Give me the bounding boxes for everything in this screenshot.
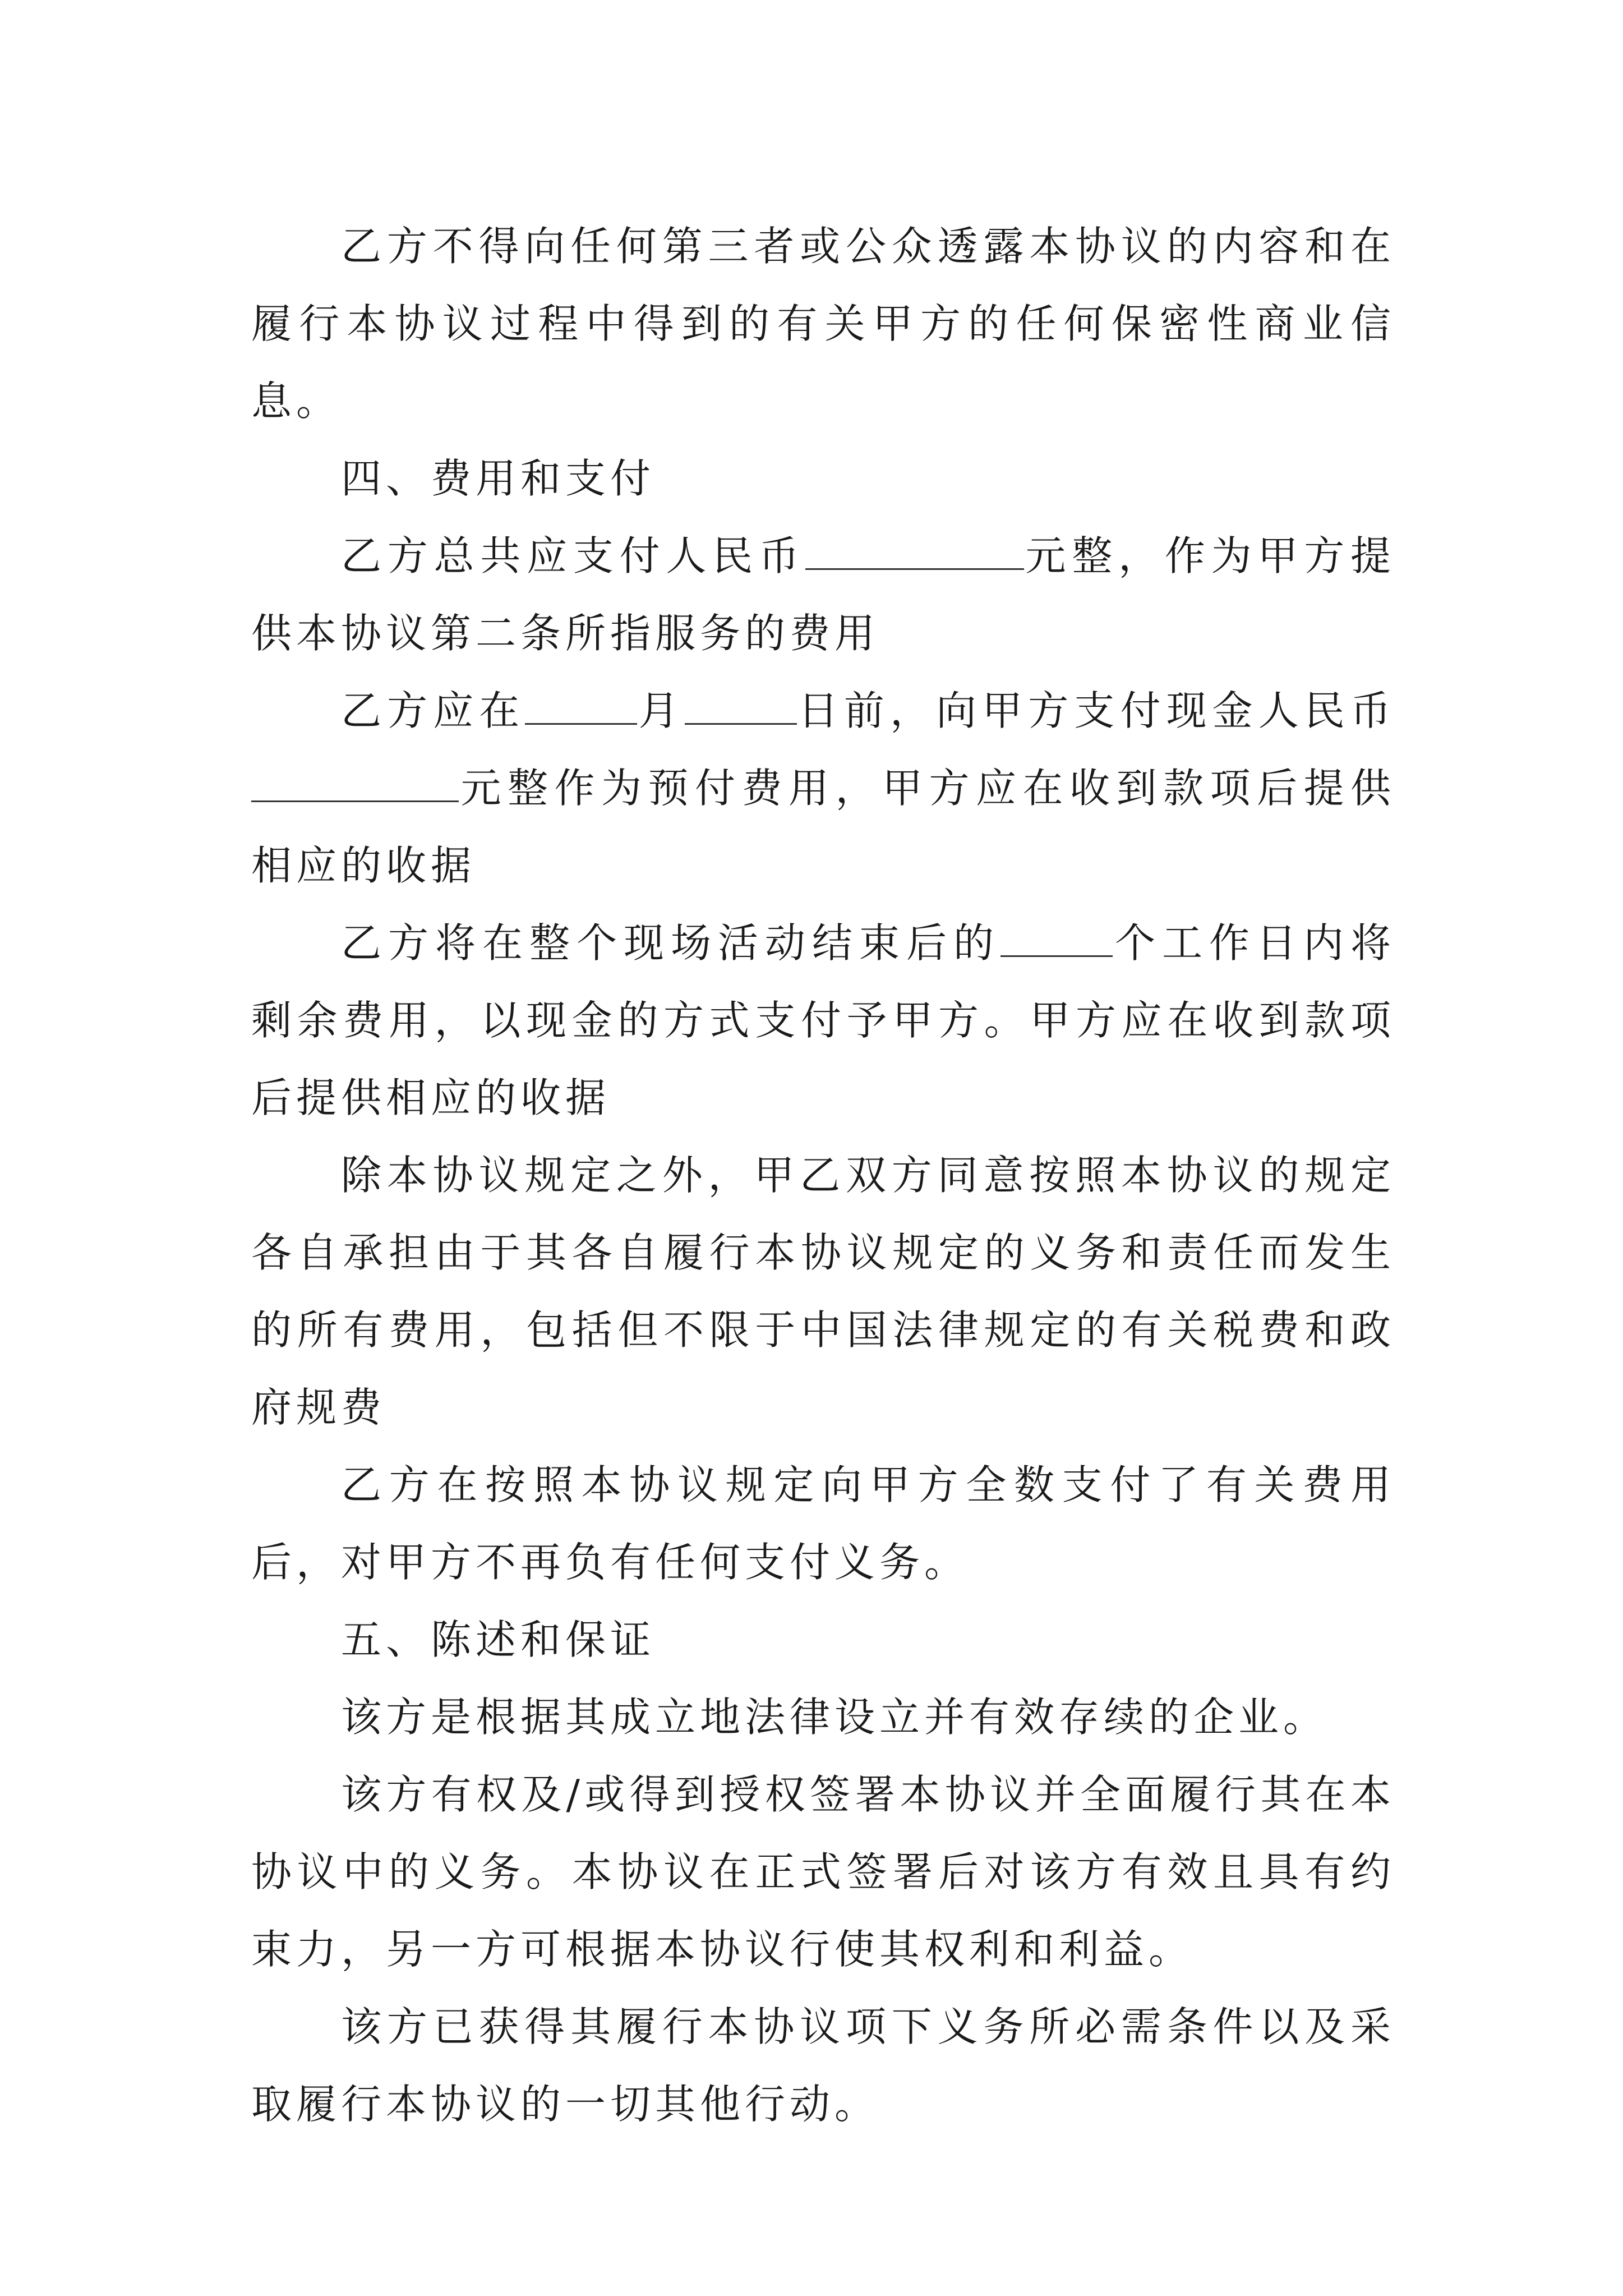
prepayment-text-b: 月 [637,687,685,734]
representation-existence-paragraph: 该方是根据其成立地法律设立并有效存续的企业。 [341,1694,1329,1741]
total-fee-paragraph [251,517,1395,672]
confidentiality-paragraph: 乙方不得向任何第三者或公众透露本协议的内容和在履行本协议过程中得到的有关甲方的任何保密性商业信息。 [251,223,1395,425]
payment-discharge-paragraph: 乙方在按照本协议规定向甲方全数支付了有关费用后，对甲方不再负有任何支付义务。 [251,1461,1395,1586]
document-body [251,208,1395,2143]
representation-authority-paragraph: 该方有权及/或得到授权签署本协议并全面履行其在本协议中的义务。本协议在正式签署后对该方有效且具有约束力，另一方可根据本协议行使其权利和利益。 [251,1771,1395,1973]
prepayment-paragraph [251,672,1395,904]
remaining-payment-text-a: 乙方将在整个现场活动结束后的 [341,919,1000,967]
representation-conditions-paragraph: 该方已获得其履行本协议项下义务所必需条件以及采取履行本协议的一切其他行动。 [251,2003,1395,2128]
section-heading-fees: 四、费用和支付 [341,455,656,502]
prepayment-text-d: 元整作为预付费用，甲方应在收到款项后提供相应的收据 [251,765,1395,889]
working-days-blank [1000,916,1113,957]
total-fee-text-b: 元整，作为甲方提供本协议第二条所指服务的费用 [251,532,1395,657]
total-amount-blank [805,529,1024,570]
prepayment-amount-blank [251,761,459,802]
total-fee-text-a: 乙方总共应支付人民币 [341,532,805,579]
remaining-payment-paragraph [251,904,1395,1137]
prepayment-text-c: 日前，向甲方支付现金人民币 [796,687,1395,734]
expenses-paragraph: 除本协议规定之外，甲乙双方同意按照本协议的规定各自承担由于其各自履行本协议规定的义务和责任而发生的所有费用，包括但不限于中国法律规定的有关税费和政府规费 [251,1152,1395,1431]
section-heading-representations: 五、陈述和保证 [341,1616,656,1663]
month-blank [525,684,637,725]
remaining-payment-text-b: 个工作日内将剩余费用，以现金的方式支付予甲方。甲方应在收到款项后提供相应的收据 [251,919,1395,1121]
prepayment-text-a: 乙方应在 [341,687,525,734]
day-blank [685,684,797,725]
